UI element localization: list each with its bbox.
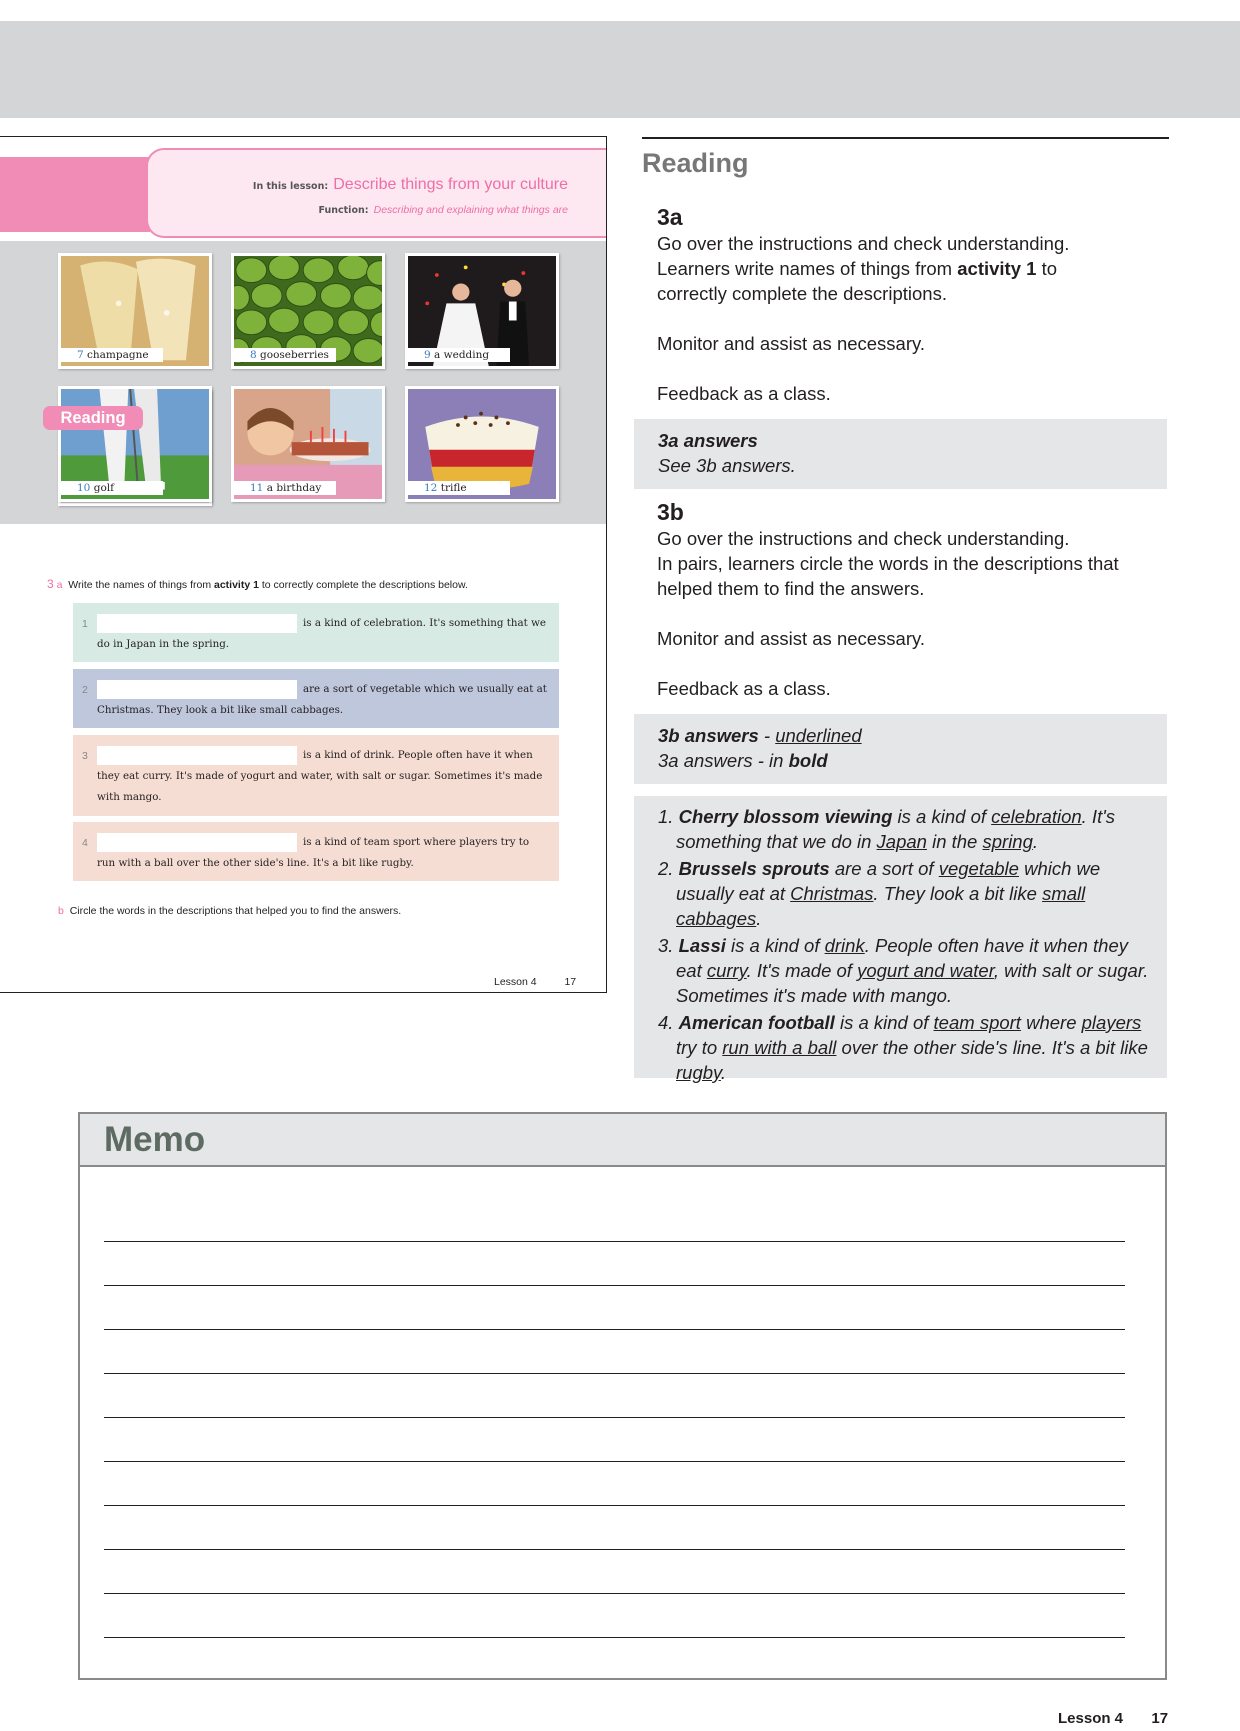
text-span: , with salt or sugar. Sometimes it's made with mango. (676, 960, 1149, 1006)
text-span: to (1041, 258, 1058, 279)
footer-lesson: Lesson 4 (494, 976, 537, 988)
function-value: Describing and explaining what things are (373, 204, 568, 216)
lesson-info-box (146, 148, 607, 238)
question-text: is a kind of celebration. It's something that we do in Japan in the spring. (97, 617, 547, 650)
caption-text: golf (93, 482, 115, 494)
instruction-3b (58, 905, 401, 917)
caption-number: 11 (250, 482, 264, 494)
caption-gooseberries (234, 348, 336, 362)
instruction-text-end: to correctly complete the descriptions below. (261, 579, 468, 591)
memo-writing-line[interactable] (104, 1549, 1125, 1550)
student-page-footer (494, 976, 576, 988)
memo-writing-line[interactable] (104, 1417, 1125, 1418)
instruction-text: Write the names of things from (68, 579, 212, 591)
caption-text: a wedding (434, 349, 490, 361)
answers-3a-body: See 3b answers. (658, 455, 796, 476)
caption-wedding (408, 348, 510, 362)
underlined-span: celebration (991, 806, 1082, 827)
photo-wedding (405, 253, 559, 369)
question-number: 3 (82, 750, 88, 762)
underlined-span: run with a ball (722, 1037, 837, 1058)
text-span: . (756, 908, 762, 929)
question-2 (73, 669, 559, 728)
caption-number: 7 (77, 349, 84, 361)
underlined-span: rugby (676, 1062, 721, 1083)
underlined-span: curry (706, 960, 747, 981)
caption-number: 9 (424, 349, 431, 361)
answers-list-box (634, 796, 1167, 1083)
bold-span: activity 1 (957, 258, 1037, 279)
memo-box (78, 1112, 1167, 1680)
notes-line: Monitor and assist as necessary. (657, 628, 926, 649)
bold-span: 3b answers (658, 725, 759, 746)
notes-line: correctly complete the descriptions. (657, 283, 947, 304)
memo-writing-line[interactable] (104, 1285, 1125, 1286)
bold-span: American football (678, 1012, 835, 1033)
section-3b-text (657, 526, 1197, 701)
lesson-aim (253, 174, 568, 194)
activity-letter: b (58, 905, 64, 917)
underlined-span: Christmas (790, 883, 874, 904)
answer-item (658, 804, 1157, 854)
text-span: Learners write names of things from (657, 258, 953, 279)
underlined-span: vegetable (938, 858, 1019, 879)
function-label: Function: (318, 205, 369, 216)
answer-blank[interactable] (97, 833, 297, 852)
question-number: 1 (82, 618, 88, 630)
text-span: . It's something that we do in (676, 806, 1115, 852)
answer-blank[interactable] (97, 746, 297, 765)
footer-page-number: 17 (1151, 1710, 1169, 1727)
activity-letter: a (56, 579, 63, 591)
memo-writing-line[interactable] (104, 1241, 1125, 1242)
question-text: is a kind of drink. People often have it when they eat curry. It's made of yogurt and water, with salt or sugar. Sometimes it's made with mango. (97, 749, 543, 803)
lesson-function (318, 198, 568, 217)
notes-line (657, 256, 1177, 281)
question-text: is a kind of team sport where players try to run with a ball over the other side's line. It's a bit like rugby. (97, 836, 530, 869)
text-span: is a kind of (834, 1012, 934, 1033)
bold-span: Brussels sprouts (678, 858, 830, 879)
caption-text: trifle (440, 482, 467, 494)
bold-span: Cherry blossom viewing (678, 806, 893, 827)
question-3 (73, 735, 559, 816)
memo-writing-line[interactable] (104, 1637, 1125, 1638)
notes-heading: Reading (642, 148, 749, 178)
text-span: where (1020, 1012, 1082, 1033)
underlined-span: spring (982, 831, 1033, 852)
memo-writing-line[interactable] (104, 1461, 1125, 1462)
notes-line: Go over the instructions and check understanding. (657, 528, 1070, 549)
memo-writing-line[interactable] (104, 1373, 1125, 1374)
photo-trifle (405, 386, 559, 502)
instruction-bold: activity 1 (214, 579, 259, 591)
answer-item (658, 856, 1157, 931)
caption-number: 8 (250, 349, 257, 361)
memo-writing-line[interactable] (104, 1593, 1125, 1594)
caption-trifle (408, 481, 510, 495)
bold-span: Lassi (678, 935, 726, 956)
text-span: which we usually eat at (676, 858, 1101, 904)
answer-item (658, 933, 1157, 1008)
answers-3b-key-line2 (658, 748, 1167, 773)
footer-page-number: 17 (564, 976, 577, 988)
caption-golf (61, 481, 163, 495)
text-span: . People often have it when they eat (676, 935, 1129, 981)
text-span: try to (676, 1037, 723, 1058)
memo-writing-line[interactable] (104, 1329, 1125, 1330)
notes-line: Feedback as a class. (657, 383, 831, 404)
text-span: over the other side's line. It's a bit like (836, 1037, 1148, 1058)
notes-line: Go over the instructions and check understanding. (657, 233, 1070, 254)
text-span: in the (926, 831, 983, 852)
text-span: 3a answers - in (658, 750, 784, 771)
lesson-label: In this lesson: (252, 181, 329, 192)
caption-number: 10 (77, 482, 91, 494)
question-1 (73, 603, 559, 662)
section-3a-text (657, 231, 1177, 406)
section-3b-title: 3b (657, 499, 684, 525)
notes-top-rule (642, 137, 1169, 139)
question-number: 4 (82, 837, 88, 849)
text-span: - (758, 725, 776, 746)
memo-header (80, 1114, 1165, 1167)
footer-lesson: Lesson 4 (1058, 1710, 1124, 1727)
caption-text: gooseberries (260, 349, 329, 361)
section-3a-title: 3a (657, 204, 683, 230)
answer-item (658, 1010, 1157, 1085)
answer-number: 4. (658, 1012, 674, 1033)
answer-number: 2. (658, 858, 674, 879)
text-span: . It's made of (746, 960, 858, 981)
underlined-span: team sport (933, 1012, 1021, 1033)
question-4 (73, 822, 559, 881)
bold-span: bold (788, 750, 828, 771)
photo-champagne (58, 253, 212, 369)
notes-line: In pairs, learners circle the words in the descriptions that (657, 553, 1119, 574)
answers-3a-box (634, 419, 1167, 489)
notes-line: Monitor and assist as necessary. (657, 333, 926, 354)
reading-tab: Reading (43, 406, 143, 430)
underlined-span: small cabbages (676, 883, 1086, 929)
answer-blank[interactable] (97, 680, 297, 699)
underlined-span: Japan (876, 831, 927, 852)
caption-text: a birthday (266, 482, 322, 494)
answers-3b-key-box (634, 714, 1167, 784)
memo-writing-line[interactable] (104, 1505, 1125, 1506)
caption-number: 12 (424, 482, 438, 494)
answer-number: 1. (658, 806, 674, 827)
photo-golf (58, 386, 212, 502)
text-span: . They look a bit like (873, 883, 1043, 904)
answer-number: 3. (658, 935, 674, 956)
text-span: is a kind of (725, 935, 825, 956)
answers-3a-title: 3a answers (658, 430, 758, 451)
text-span: . (720, 1062, 727, 1083)
answer-blank[interactable] (97, 614, 297, 633)
answers-3b-key-line1 (658, 723, 1167, 748)
notes-line: Feedback as a class. (657, 678, 831, 699)
text-span: are a sort of (829, 858, 939, 879)
photo-birthday (231, 386, 385, 502)
activity-number: 3 (47, 577, 54, 591)
instruction-3a (47, 577, 468, 591)
underlined-span: underlined (775, 725, 862, 746)
photo-gooseberries (231, 253, 385, 369)
underlined-span: yogurt and water (857, 960, 994, 981)
memo-title: Memo (104, 1120, 206, 1159)
question-number: 2 (82, 684, 88, 696)
text-span: . (1032, 831, 1039, 852)
notes-line: helped them to find the answers. (657, 578, 925, 599)
page-footer (1058, 1710, 1168, 1727)
answers-list (658, 804, 1157, 1085)
underlined-span: players (1081, 1012, 1142, 1033)
caption-birthday (234, 481, 336, 495)
lesson-pink-bar (0, 157, 150, 232)
underlined-span: drink (824, 935, 865, 956)
question-text: are a sort of vegetable which we usually eat at Christmas. They look a bit like small cabbages. (97, 683, 547, 716)
text-span: is a kind of (892, 806, 992, 827)
caption-champagne (61, 348, 163, 362)
lesson-value: Describe things from your culture (333, 176, 568, 193)
instruction-text: Circle the words in the descriptions that helped you to find the answers. (69, 905, 402, 917)
caption-text: champagne (87, 349, 149, 361)
top-grey-band (0, 21, 1240, 118)
